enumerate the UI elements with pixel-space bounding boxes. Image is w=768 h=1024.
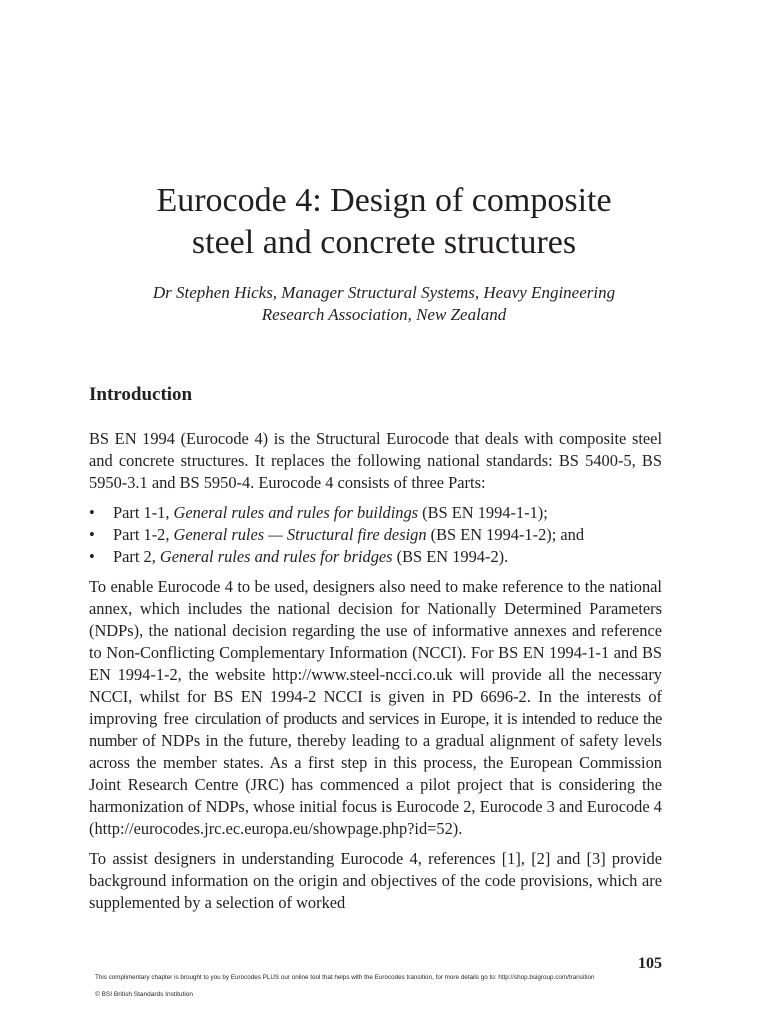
part-prefix: Part 2, <box>113 547 160 566</box>
intro-paragraph: BS EN 1994 (Eurocode 4) is the Structural Eurocode that deals with composite steel and concrete structures. It replaces the following national standards: BS 5400-5, BS 5950-3.1 and BS 5950-4. Eurocode 4 consists of three Parts: <box>89 429 662 492</box>
national-annex-text-c: of NDPs in the future, thereby leading to a gradual alignment of safety levels across the member states. As a first step in this process, the European Commission Joint Research Centre (JRC) has commenced a pilot project that is considering the harmonization of NDPs, whose initial focus is Eurocode 2, Eurocode 3 and Eurocode 4 (http://eurocodes.jrc.ec.europa.eu/showpage.php?id=52). <box>89 731 662 838</box>
part-list-item <box>89 524 662 546</box>
national-annex-text-a: To enable Eurocode 4 to be used, designers also need to make reference to the national annex, which includes the national decision for Nationally Determined Parameters (NDPs), the national decision regarding the use of informative annexes and reference to Non-Conflicting Complementary Information (NCCI). For BS EN 1994-1-1 and BS EN 1994-1-2, the website http://www.steel-ncci.co.uk will provide all the necessary NCCI, whilst for BS EN 1994-2 NCCI is given in PD 6696-2. In the interests of improving free <box>89 577 662 728</box>
parts-list <box>89 502 662 568</box>
bullet-icon: • <box>89 547 95 566</box>
part-prefix: Part 1-1, <box>113 503 174 522</box>
national-annex-text-b: circulation of products and services in Europe, it is intended to reduce the number <box>89 709 662 750</box>
chapter-title <box>60 180 708 264</box>
part-list-item <box>89 546 662 568</box>
part-suffix: (BS EN 1994-1-2); and <box>426 525 585 544</box>
bullet-icon: • <box>89 525 95 544</box>
footer-notice: This complimentary chapter is brought to you by Eurocodes PLUS our online tool that helps with the Eurocodes transition, for more details go to: http://shop.bsigroup.com/transition <box>95 974 595 981</box>
bullet-icon: • <box>89 503 95 522</box>
section-body <box>89 428 662 922</box>
part-suffix: (BS EN 1994-1-1); <box>418 503 548 522</box>
author-line-1: Dr Stephen Hicks, Manager Structural Systems, Heavy Engineering <box>152 283 616 302</box>
section-heading: Introduction <box>89 384 193 405</box>
part-prefix: Part 1-2, <box>113 525 174 544</box>
chapter-title-line-2: steel and concrete structures <box>191 224 577 261</box>
part-list-item <box>89 502 662 524</box>
author-line-2: Research Association, New Zealand <box>261 305 507 324</box>
page-number: 105 <box>638 955 662 972</box>
chapter-title-line-1: Eurocode 4: Design of composite <box>156 182 612 219</box>
part-title: General rules and rules for buildings <box>173 503 419 522</box>
footer-copyright: © BSI British Standards Institution <box>95 991 194 998</box>
author-affiliation <box>70 282 698 326</box>
part-title: General rules — Structural fire design <box>173 525 427 544</box>
part-title: General rules and rules for bridges <box>159 547 393 566</box>
national-annex-paragraph <box>89 576 662 840</box>
references-paragraph: To assist designers in understanding Eurocode 4, references [1], [2] and [3] provide background information on the origin and objectives of the code provisions, which are supplemented by a selection of worked <box>89 849 662 912</box>
part-suffix: (BS EN 1994-2). <box>392 547 509 566</box>
